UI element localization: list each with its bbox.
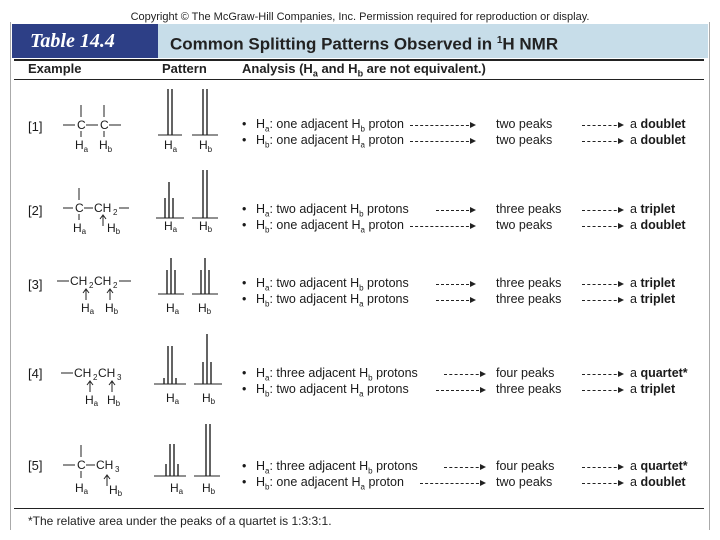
svg-text:C: C [100, 118, 109, 132]
svg-text:CH: CH [96, 458, 114, 472]
dashed-arrow [582, 125, 622, 126]
analysis-text: $H_b$: two adjacent $H_a$ protons [256, 292, 409, 309]
svg-text:2: 2 [89, 281, 94, 290]
svg-text:Hb: Hb [199, 219, 213, 234]
table-row [0, 430, 720, 498]
svg-text:Ha: Ha [75, 481, 89, 496]
header-sub-b: b [357, 68, 364, 79]
svg-text:Ha: Ha [81, 301, 95, 316]
svg-text:Hb: Hb [202, 391, 216, 406]
table-row [0, 95, 720, 155]
title-text-end: H NMR [502, 34, 559, 54]
dashed-arrow [410, 226, 474, 227]
analysis-text: $H_a$: three adjacent $H_b$ protons [256, 459, 418, 476]
analysis-line [242, 366, 712, 382]
splitting-result: a triplet [630, 292, 676, 306]
analysis-text: $H_a$: two adjacent $H_b$ protons [256, 276, 409, 293]
dashed-arrow [420, 483, 484, 484]
splitting-result: a triplet [630, 202, 676, 216]
dashed-arrow [582, 467, 622, 468]
row-number: [4] [28, 366, 43, 381]
header-analysis [242, 61, 486, 79]
peak-count: three peaks [496, 292, 562, 306]
svg-text:Hb: Hb [198, 301, 212, 316]
nmr-pattern [152, 95, 230, 155]
peak-count: three peaks [496, 202, 562, 216]
bullet: • [242, 459, 247, 473]
splitting-result: a doublet [630, 117, 686, 131]
bullet: • [242, 292, 247, 306]
header-analysis-end: are not equivalent.) [363, 61, 486, 76]
analysis-line [242, 218, 712, 234]
bullet: • [242, 202, 247, 216]
svg-text:Hb: Hb [109, 483, 123, 498]
peak-count: four peaks [496, 459, 555, 473]
analysis-line [242, 459, 712, 475]
analysis-text: $H_a$: two adjacent $H_b$ protons [256, 202, 409, 219]
dashed-arrow [436, 284, 474, 285]
header-analysis-text: Analysis (H [242, 61, 313, 76]
bullet: • [242, 133, 247, 147]
svg-text:CH: CH [70, 274, 88, 288]
nmr-pattern [152, 338, 230, 406]
analysis-line [242, 276, 712, 292]
analysis-text: $H_b$: one adjacent $H_a$ proton [256, 133, 404, 150]
svg-text:CH: CH [94, 274, 112, 288]
splitting-result: a doublet [630, 218, 686, 232]
row-number: [5] [28, 458, 43, 473]
svg-text:Ha: Ha [73, 221, 87, 236]
svg-text:2: 2 [113, 208, 118, 217]
peak-count: two peaks [496, 475, 553, 489]
analysis-text: $H_a$: one adjacent $H_b$ proton [256, 117, 404, 134]
molecule-structure [55, 338, 155, 408]
svg-text:C: C [77, 118, 86, 132]
analysis-text: $H_b$: one adjacent $H_a$ proton [256, 475, 404, 492]
dashed-arrow [582, 390, 622, 391]
molecule-structure [55, 95, 155, 155]
splitting-result: a doublet [630, 133, 686, 147]
analysis-line [242, 133, 712, 149]
nmr-pattern [152, 256, 230, 316]
svg-text:3: 3 [115, 465, 120, 474]
svg-text:Ha: Ha [85, 393, 99, 408]
splitting-result: a doublet [630, 475, 686, 489]
peak-count: four peaks [496, 366, 555, 380]
dashed-arrow [436, 210, 474, 211]
dashed-arrow [582, 226, 622, 227]
svg-text:2: 2 [93, 373, 98, 382]
svg-text:Ha: Ha [164, 219, 178, 234]
svg-text:Ha: Ha [166, 301, 180, 316]
row-number: [2] [28, 203, 43, 218]
dashed-arrow [582, 300, 622, 301]
bullet: • [242, 276, 247, 290]
title-text: Common Splitting Patterns Observed in [170, 34, 497, 54]
svg-text:Hb: $H_b$ [199, 138, 213, 154]
header-example: Example [28, 61, 82, 76]
bullet: • [242, 218, 247, 232]
svg-text:3: 3 [117, 373, 122, 382]
svg-text:Ha: Ha [166, 391, 180, 406]
table-row [0, 170, 720, 236]
title-bar [12, 24, 708, 58]
svg-text:Ha: $H_a$ [75, 138, 89, 154]
header-pattern: Pattern [162, 61, 207, 76]
table-row [0, 338, 720, 408]
bullet: • [242, 117, 247, 131]
svg-text:2: 2 [113, 281, 118, 290]
analysis-line [242, 475, 712, 491]
peak-count: two peaks [496, 117, 553, 131]
copyright-notice: Copyright © The McGraw-Hill Companies, Inc. Permission required for reproduction or display. [130, 11, 590, 23]
svg-text:Hb: Hb [105, 301, 119, 316]
dashed-arrow [410, 125, 474, 126]
bullet: • [242, 366, 247, 380]
peak-count: two peaks [496, 133, 553, 147]
header-analysis-mid: and H [317, 61, 358, 76]
table-number: Table 14.4 [12, 24, 158, 58]
svg-text:Ha: $H_a$ [164, 138, 178, 154]
svg-text:Hb: Hb [107, 393, 121, 408]
footnote: *The relative area under the peaks of a quartet is 1:3:3:1. [28, 514, 332, 528]
svg-text:C: C [75, 201, 84, 215]
dashed-arrow [444, 374, 484, 375]
rule-header [14, 79, 704, 80]
row-number: [3] [28, 277, 43, 292]
analysis-line [242, 117, 712, 133]
svg-text:Hb: Hb [202, 481, 216, 496]
dashed-arrow [582, 483, 622, 484]
svg-text:CH: CH [74, 366, 92, 380]
analysis-text: $H_a$: three adjacent $H_b$ protons [256, 366, 418, 383]
peak-count: two peaks [496, 218, 553, 232]
dashed-arrow [436, 390, 484, 391]
bullet: • [242, 475, 247, 489]
svg-text:CH: CH [98, 366, 116, 380]
molecule-structure [55, 256, 155, 316]
nmr-pattern [152, 430, 230, 496]
nmr-pattern [152, 170, 230, 234]
dashed-arrow [582, 141, 622, 142]
svg-text:Hb: Hb [107, 221, 121, 236]
splitting-result: a quartet* [630, 366, 688, 380]
table-row [0, 256, 720, 316]
title-superscript: 1 [496, 35, 503, 46]
dashed-arrow [582, 374, 622, 375]
analysis-text: $H_b$: one adjacent $H_a$ proton [256, 218, 404, 235]
dashed-arrow [582, 210, 622, 211]
svg-text:Ha: Ha [170, 481, 184, 496]
analysis-text: $H_b$: two adjacent $H_a$ protons [256, 382, 409, 399]
dashed-arrow [444, 467, 484, 468]
header-sub-a: a [312, 68, 318, 79]
analysis-line [242, 202, 712, 218]
svg-text:Hb: $H_b$ [99, 138, 113, 154]
svg-text:C: C [77, 458, 86, 472]
analysis-line [242, 292, 712, 308]
rule-bottom [14, 508, 704, 509]
splitting-result: a quartet* [630, 459, 688, 473]
row-number: [1] [28, 119, 43, 134]
bullet: • [242, 382, 247, 396]
dashed-arrow [582, 284, 622, 285]
analysis-line [242, 382, 712, 398]
molecule-structure [55, 430, 155, 498]
peak-count: three peaks [496, 276, 562, 290]
molecule-structure [55, 170, 155, 236]
dashed-arrow [410, 141, 474, 142]
svg-text:CH: CH [94, 201, 112, 215]
dashed-arrow [436, 300, 474, 301]
table-title [170, 24, 558, 58]
splitting-result: a triplet [630, 276, 676, 290]
splitting-result: a triplet [630, 382, 676, 396]
peak-count: three peaks [496, 382, 562, 396]
